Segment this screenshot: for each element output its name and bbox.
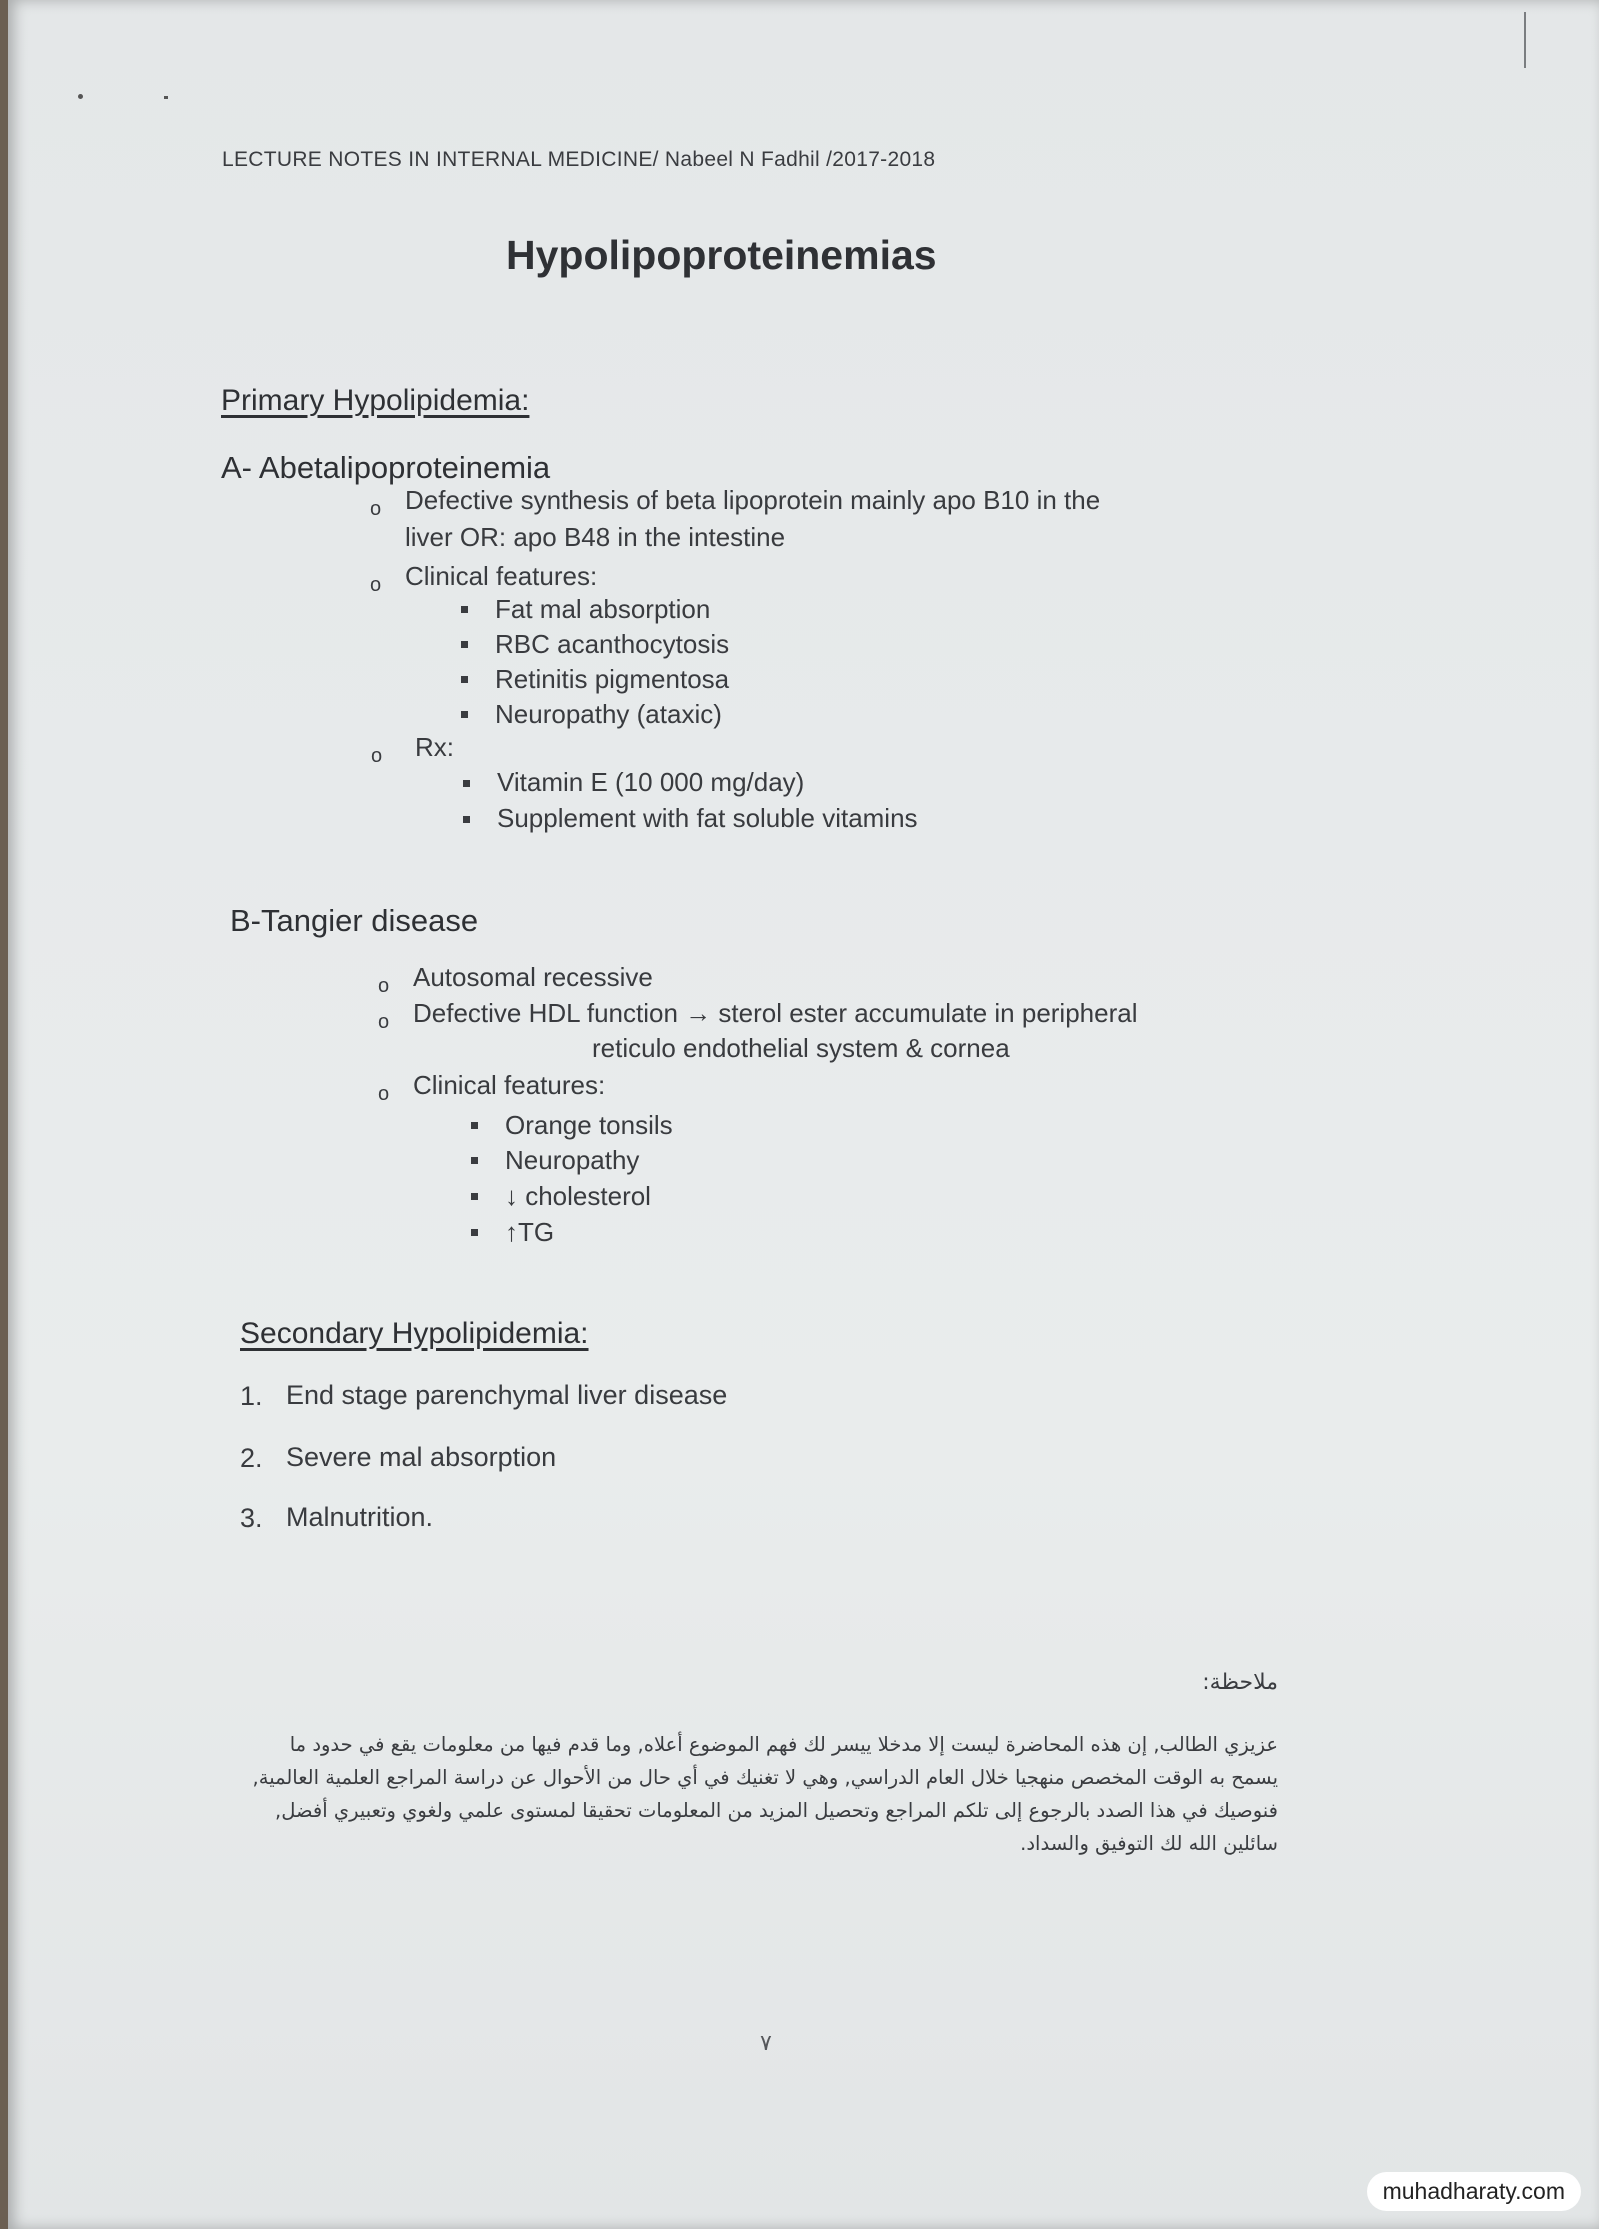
abeta-feature-item: Retinitis pigmentosa — [495, 664, 730, 694]
secondary-list-item: End stage parenchymal liver disease — [286, 1380, 728, 1410]
secondary-hypolipidemia-heading: Secondary Hypolipidemia: — [240, 1317, 589, 1350]
abeta-item-rx: Rx: — [415, 732, 454, 762]
tangier-feature-item: Neuropathy — [505, 1145, 640, 1175]
document-header: LECTURE NOTES IN INTERNAL MEDICINE/ Nabeel N Fadhil /2017-2018 — [222, 148, 936, 171]
page-number: ٧ — [760, 2030, 772, 2055]
tangier-item-autosomal: Autosomal recessive — [413, 962, 653, 992]
page-title: Hypolipoproteinemias — [506, 232, 937, 278]
abeta-rx-item: Supplement with fat soluble vitamins — [497, 803, 918, 833]
circle-bullet-icon: o — [378, 1083, 390, 1105]
abeta-feature-item: RBC acanthocytosis — [495, 629, 730, 659]
tangier-feature-item: ↓ cholesterol — [505, 1181, 651, 1211]
abeta-item-clinical-features: Clinical features: — [405, 561, 598, 591]
square-bullet-icon — [463, 816, 470, 823]
abeta-rx-item: Vitamin E (10 000 mg/day) — [497, 767, 805, 797]
abeta-feature-item: Fat mal absorption — [495, 594, 711, 624]
tangier-disease-heading: B-Tangier disease — [230, 903, 479, 938]
square-bullet-icon — [471, 1193, 478, 1200]
secondary-list-number: 2. — [240, 1443, 263, 1473]
circle-bullet-icon: o — [378, 1011, 390, 1033]
note-body: عزيزي الطالب, إن هذه المحاضرة ليست إلا مدخلا ييسر لك فهم الموضوع أعلاه, وما قدم فيها من معلومات يقع في حدود ما يسمح به الوقت المخصص منهجيا خلال العام الدراسي, وهي لا تغنيك في أي حال من الأحوال عن دراسة المراجع العلمية العالمية, فنوصيك في هذا الصدد بالرجوع إلى تلكم المراجع وتحصيل المزيد من المعلومات تحقيقا لمستوى علمي ولغوي وتعبيري أفضل, سائلين الله لك التوفيق والسداد. — [252, 1733, 1278, 1855]
abeta-item-synthesis-line2: liver OR: apo B48 in the intestine — [405, 522, 786, 552]
abetalipoproteinemia-heading: A- Abetalipoproteinemia — [221, 450, 551, 485]
square-bullet-icon — [461, 641, 468, 648]
tangier-item-clinical-features: Clinical features: — [413, 1070, 606, 1100]
note-label: ملاحظة: — [1202, 1670, 1278, 1695]
square-bullet-icon — [461, 676, 468, 683]
primary-hypolipidemia-heading: Primary Hypolipidemia: — [221, 384, 530, 417]
circle-bullet-icon: o — [370, 498, 382, 520]
square-bullet-icon — [461, 711, 468, 718]
speck-mark — [164, 96, 168, 99]
circle-bullet-icon: o — [371, 745, 383, 767]
secondary-list-number: 1. — [240, 1381, 263, 1411]
secondary-list-item: Severe mal absorption — [286, 1442, 557, 1472]
speck-mark — [78, 94, 83, 99]
secondary-list-number: 3. — [240, 1503, 263, 1533]
abeta-item-synthesis-line1: Defective synthesis of beta lipoprotein mainly apo B10 in the — [405, 485, 1101, 515]
tangier-feature-item: Orange tonsils — [505, 1110, 673, 1140]
square-bullet-icon — [471, 1229, 478, 1236]
tangier-item-hdl-line2: reticulo endothelial system & cornea — [592, 1033, 1010, 1063]
tangier-feature-item: ↑TG — [505, 1217, 555, 1247]
secondary-list-item: Malnutrition. — [286, 1502, 434, 1532]
site-watermark: muhadharaty.com — [1367, 2172, 1581, 2211]
paper-edge-mark — [1524, 12, 1526, 68]
square-bullet-icon — [471, 1157, 478, 1164]
square-bullet-icon — [461, 606, 468, 613]
square-bullet-icon — [463, 780, 470, 787]
square-bullet-icon — [471, 1122, 478, 1129]
abeta-feature-item: Neuropathy (ataxic) — [495, 699, 722, 729]
paper-page — [8, 0, 1599, 2229]
circle-bullet-icon: o — [378, 975, 390, 997]
tangier-item-hdl-line1: Defective HDL function → sterol ester accumulate in peripheral — [413, 998, 1138, 1028]
circle-bullet-icon: o — [370, 574, 382, 596]
